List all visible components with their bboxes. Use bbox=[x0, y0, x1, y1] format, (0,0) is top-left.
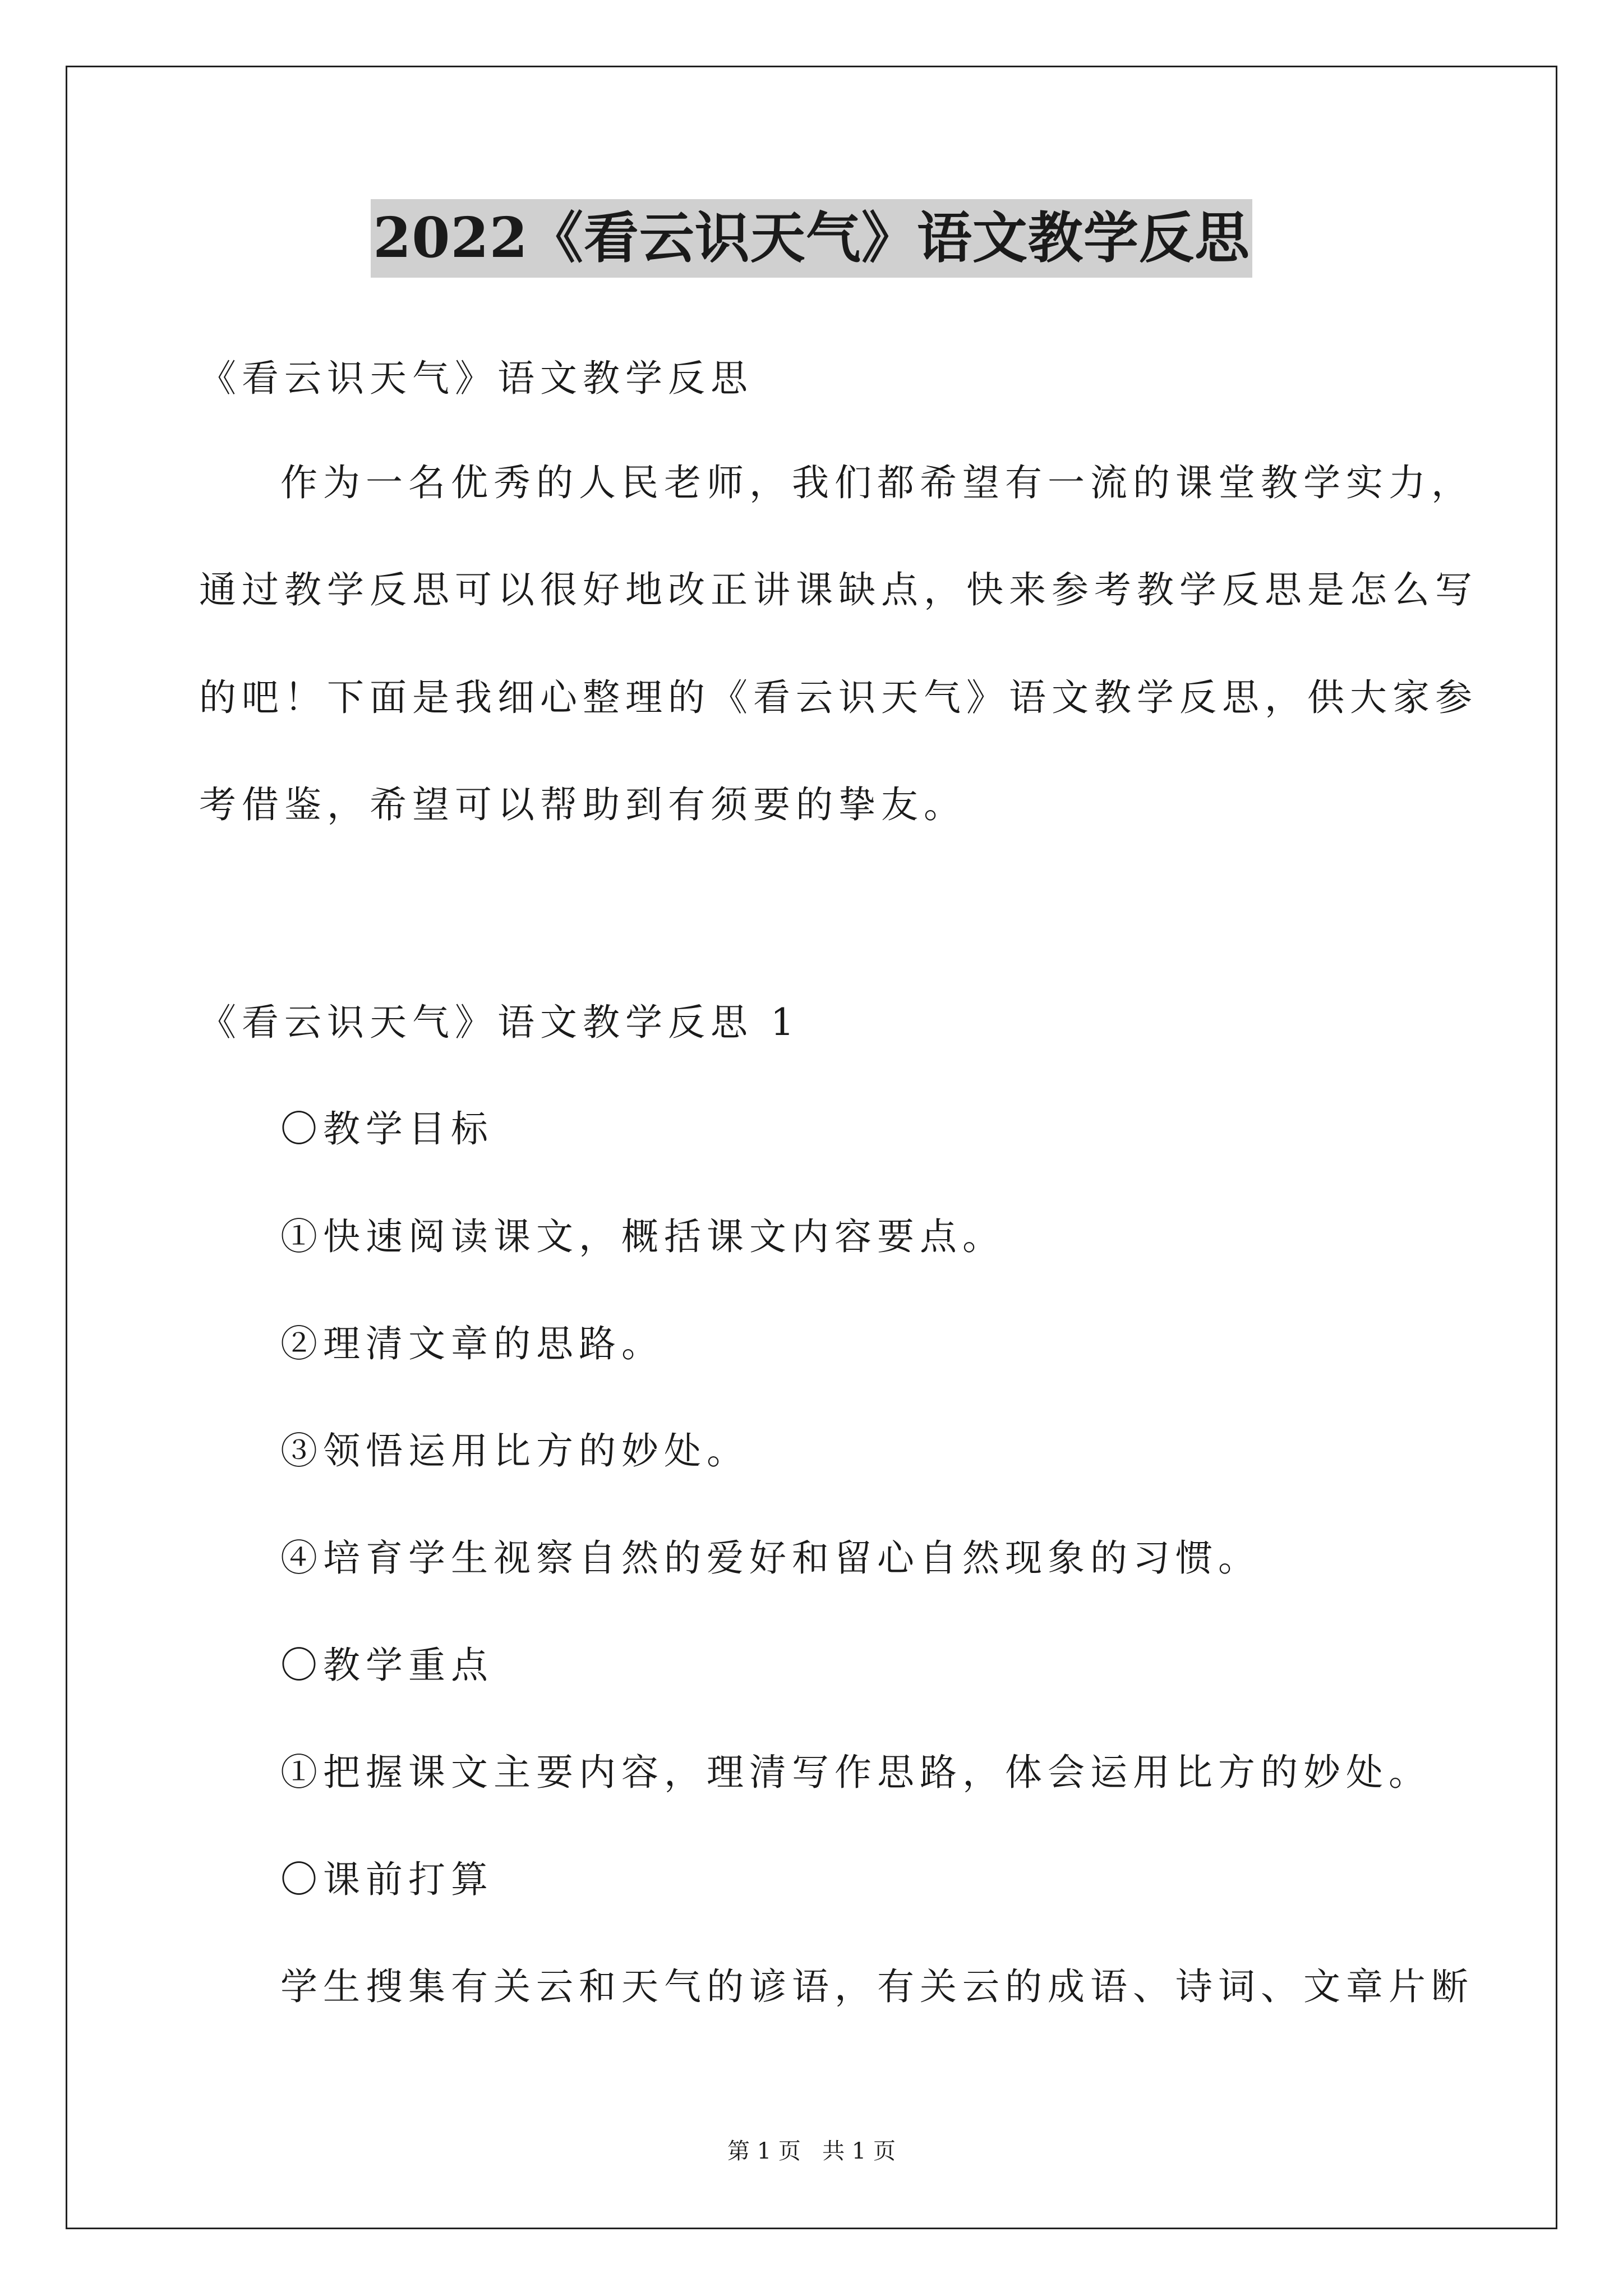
intro-line-3: 的吧！下面是我细心整理的《看云识天气》语文教学反思，供大家参 bbox=[199, 676, 1478, 719]
intro-line-4: 考借鉴，希望可以帮助到有须要的挚友。 bbox=[199, 783, 966, 826]
title-container bbox=[0, 199, 1623, 278]
goal-item-2: ②理清文章的思路。 bbox=[280, 1322, 664, 1365]
goal-item-1: ①快速阅读课文，概括课文内容要点。 bbox=[280, 1215, 1005, 1258]
section-heading: 《看云识天气》语文教学反思 1 bbox=[199, 1001, 800, 1044]
teaching-focus-heading: 〇教学重点 bbox=[280, 1644, 494, 1687]
intro-line-2: 通过教学反思可以很好地改正讲课缺点，快来参考教学反思是怎么写 bbox=[199, 568, 1478, 611]
goal-item-3: ③领悟运用比方的妙处。 bbox=[280, 1429, 749, 1473]
focus-item-1: ①把握课文主要内容，理清写作思路，体会运用比方的妙处。 bbox=[280, 1751, 1431, 1794]
document-title: 2022《看云识天气》语文教学反思 bbox=[371, 199, 1252, 278]
preparation-heading: 〇课前打算 bbox=[280, 1858, 494, 1901]
intro-line-1: 作为一名优秀的人民老师，我们都希望有一流的课堂教学实力， bbox=[280, 461, 1474, 504]
goal-item-4: ④培育学生视察自然的爱好和留心自然现象的习惯。 bbox=[280, 1536, 1261, 1580]
subtitle: 《看云识天气》语文教学反思 bbox=[199, 357, 753, 400]
teaching-goals-heading: 〇教学目标 bbox=[280, 1107, 494, 1151]
page-footer: 第 1 页 共 1 页 bbox=[727, 2138, 896, 2164]
preparation-text: 学生搜集有关云和天气的谚语，有关云的成语、诗词、文章片断 bbox=[280, 1965, 1474, 2008]
